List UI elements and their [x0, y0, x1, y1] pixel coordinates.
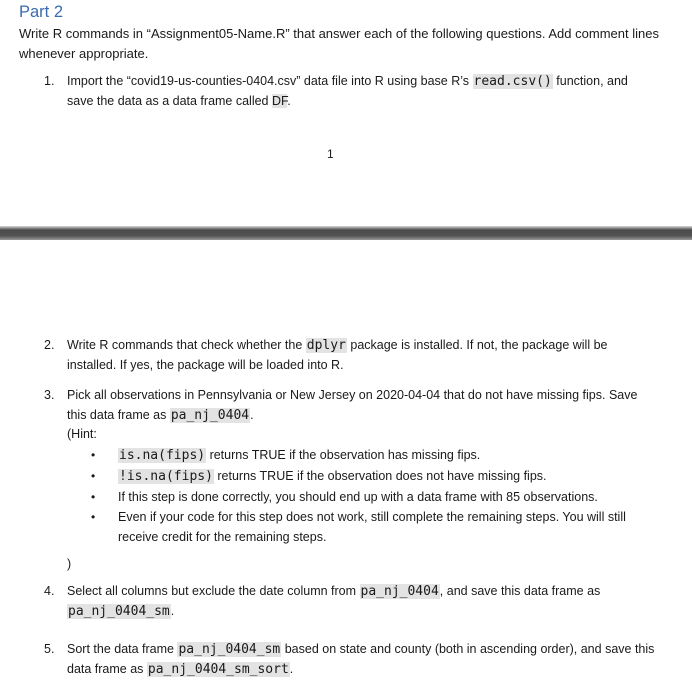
text-run: .: [289, 661, 294, 676]
question-text: [67, 582, 657, 621]
question-number: 5.: [44, 642, 55, 656]
bullet-icon: •: [91, 447, 96, 462]
intro-paragraph: Write R commands in “Assignment05-Name.R” that answer each of the following questions. Add comment lines whenever appropriate.: [19, 26, 659, 61]
question-text: [67, 72, 657, 111]
text-run: If this step is done correctly, you should end up with a data frame with 85 observations.: [118, 489, 598, 504]
text-run: .: [287, 93, 291, 108]
text-run: based on state and county (both in ascending order), and save this data frame as: [67, 642, 655, 676]
question-4: [44, 582, 657, 621]
question-number: 4.: [44, 584, 55, 598]
hint-item: [91, 466, 657, 487]
bullet-icon: •: [91, 468, 96, 483]
inline-code: pa_nj_0404: [360, 584, 439, 599]
text-run: Pick all observations in Pennsylvania or New Jersey on 2020-04-04 that do not have missing fips. Save this data frame as: [67, 388, 638, 422]
hint-item: [91, 487, 657, 507]
question-text: [67, 336, 657, 375]
inline-code: pa_nj_0404_sm_sort: [147, 661, 289, 677]
text-run: Even if your code for this step does not work, still complete the remaining steps. You will still receive credit for the remaining steps.: [118, 509, 626, 544]
text-run: Select all columns but exclude the date column from: [67, 584, 360, 598]
text-run: function, and save the data as a data frame called: [67, 74, 628, 108]
inline-code: !is.na(fips): [119, 468, 213, 484]
document-page-1: [0, 0, 692, 226]
text-run: returns TRUE if the observation has missing fips.: [206, 447, 481, 462]
bullet-icon: •: [91, 509, 96, 524]
text-run: Import the “covid19-us-counties-0404.csv” data file into R using base R’s: [67, 74, 473, 88]
text-run: package is installed. If not, the package will be installed. If yes, the package will be loaded into R.: [67, 338, 608, 372]
text-run: .: [250, 407, 254, 422]
question-number: 2.: [44, 338, 55, 352]
inline-code: pa_nj_0404_sm: [68, 603, 170, 619]
hint-list-wrap: [91, 445, 657, 547]
hint-open: (Hint:: [67, 427, 97, 441]
inline-code: read.csv(): [473, 74, 552, 89]
inline-code: is.na(fips): [119, 447, 206, 463]
question-5: [44, 640, 657, 679]
text-run: Write R commands that check whether the: [67, 338, 306, 352]
hint-close: ): [67, 556, 72, 571]
document-page-2: [0, 240, 692, 684]
question-number: 1.: [44, 74, 55, 88]
inline-code: dplyr: [306, 338, 346, 353]
hint-item: [91, 507, 657, 547]
question-2: [44, 336, 657, 375]
question-text: [67, 386, 657, 574]
hint-item: [91, 445, 657, 466]
hint-list: [91, 445, 657, 547]
text-run: .: [170, 603, 175, 618]
text-run: Sort the data frame: [67, 642, 178, 656]
page-number: 1: [327, 147, 334, 161]
page-break: [0, 226, 692, 240]
highlighted-term: DF: [272, 93, 288, 108]
question-3: [44, 386, 657, 574]
inline-code: pa_nj_0404_sm: [178, 642, 281, 657]
question-1: [44, 72, 657, 111]
question-number: 3.: [44, 388, 55, 402]
text-run: , and save this data frame as: [439, 584, 601, 598]
text-run: returns TRUE if the observation does not have missing fips.: [213, 468, 547, 483]
section-heading: Part 2: [19, 3, 64, 21]
question-text: [67, 640, 657, 679]
bullet-icon: •: [91, 489, 96, 504]
inline-code: pa_nj_0404: [170, 407, 250, 423]
